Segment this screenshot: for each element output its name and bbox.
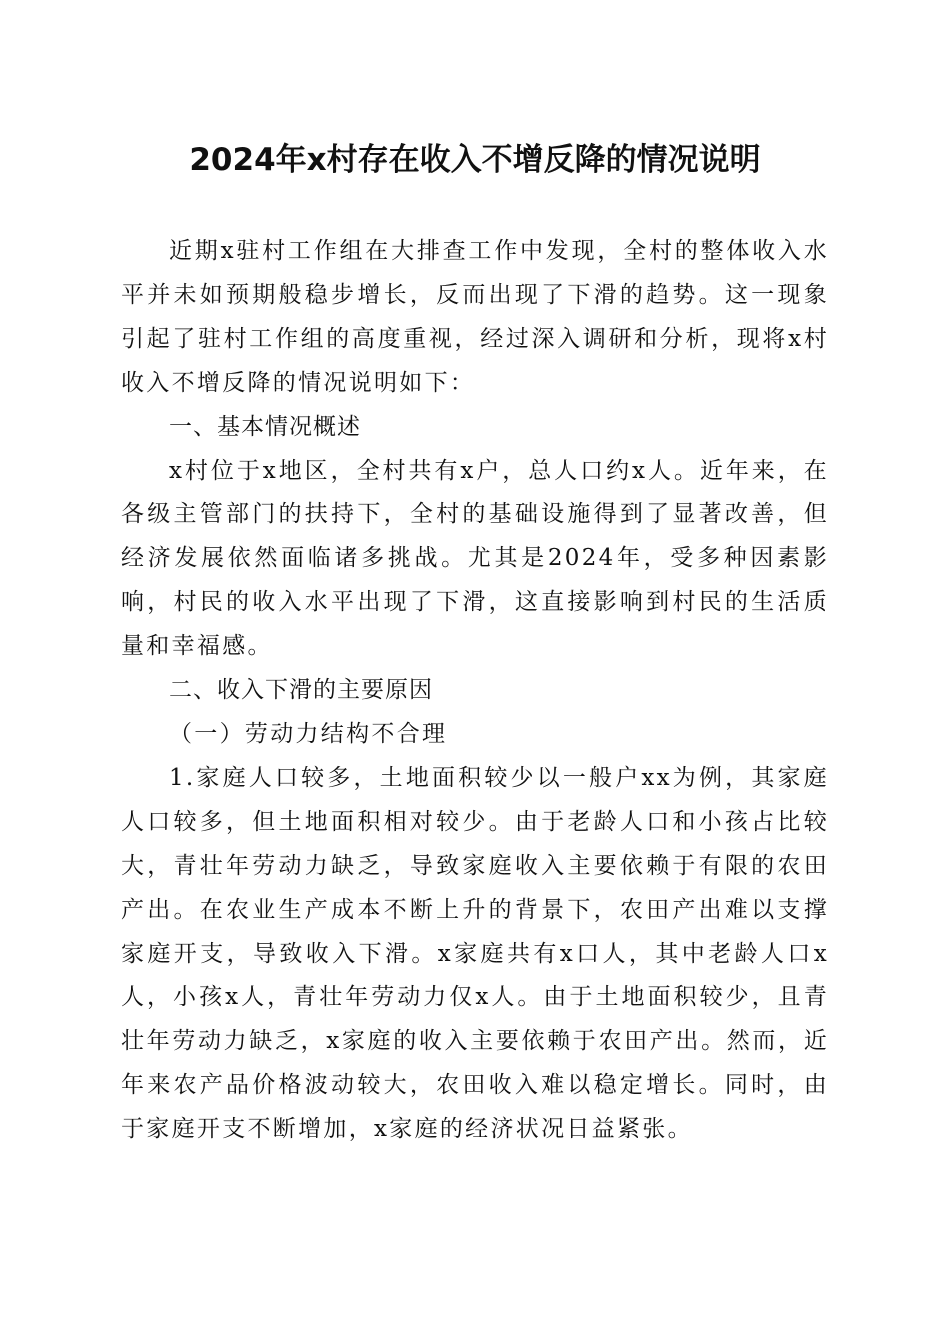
section-heading-main-reasons: 二、收入下滑的主要原因 — [169, 677, 433, 704]
document-title: 2024年x村存在收入不增反降的情况说明 — [189, 142, 761, 178]
document-body — [121, 230, 829, 1152]
labor-structure-paragraph: 1.家庭人口较多，土地面积较少以一般户xx为例，其家庭人口较多，但土地面积相对较少。由于老龄人口和小孩占比较大，青壮年劳动力缺乏，导致家庭收入主要依赖于有限的农田产出。在农业生产成本不断上升的背景下，农田产出难以支撑家庭开支，导致收入下滑。x家庭共有x口人，其中老龄人口x人，小孩x人，青壮年劳动力仅x人。由于土地面积较少，且青壮年劳动力缺乏，x家庭的收入主要依赖于农田产出。然而，近年来农产品价格波动较大，农田收入难以稳定增长。同时，由于家庭开支不断增加，x家庭的经济状况日益紧张。 — [121, 764, 829, 1143]
subsection-heading-labor-structure: （一）劳动力结构不合理 — [169, 720, 448, 747]
basic-overview-paragraph: x村位于x地区，全村共有x户，总人口约x人。近年来，在各级主管部门的扶持下，全村的基础设施得到了显著改善，但经济发展依然面临诸多挑战。尤其是2024年，受多种因素影响，村民的收入水平出现了下滑，这直接影响到村民的生活质量和幸福感。 — [121, 457, 829, 660]
section-heading-basic-overview: 一、基本情况概述 — [169, 413, 361, 440]
intro-paragraph: 近期x驻村工作组在大排查工作中发现，全村的整体收入水平并未如预期般稳步增长，反而出现了下滑的趋势。这一现象引起了驻村工作组的高度重视，经过深入调研和分析，现将x村收入不增反降的情况说明如下： — [121, 238, 829, 396]
